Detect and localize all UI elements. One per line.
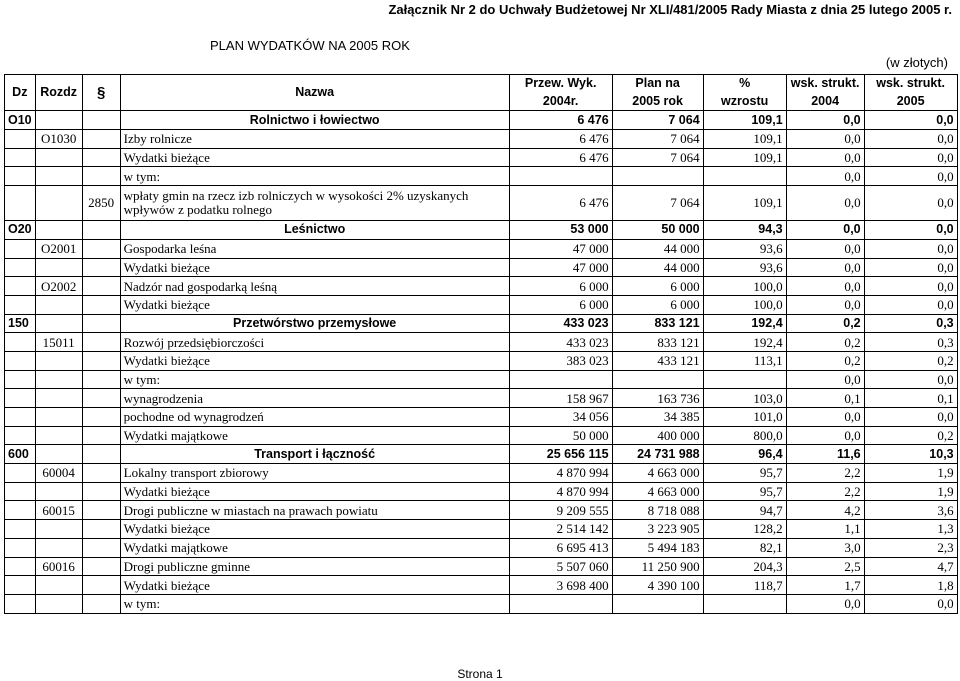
cell-name: Rolnictwo i łowiectwo — [120, 111, 509, 130]
cell-name: w tym: — [120, 167, 509, 186]
unit-note: (w złotych) — [885, 55, 948, 70]
cell-ws2004: 0,0 — [786, 408, 864, 427]
cell-paragraph — [82, 408, 120, 427]
cell-ws2004: 0,0 — [786, 167, 864, 186]
cell-rozdz — [35, 314, 82, 333]
cell-paragraph — [82, 557, 120, 576]
cell-ws2005: 0,0 — [864, 408, 957, 427]
cell-ws2005: 4,7 — [864, 557, 957, 576]
cell-dz — [5, 538, 36, 557]
cell-przew: 6 476 — [509, 111, 612, 130]
cell-plan — [612, 167, 703, 186]
cell-paragraph — [82, 258, 120, 277]
cell-ws2005: 1,9 — [864, 482, 957, 501]
cell-dz — [5, 557, 36, 576]
cell-dz — [5, 148, 36, 167]
cell-paragraph — [82, 295, 120, 314]
cell-paragraph — [82, 167, 120, 186]
cell-rozdz — [35, 167, 82, 186]
cell-name: Wydatki bieżące — [120, 258, 509, 277]
cell-dz — [5, 594, 36, 613]
cell-plan: 6 000 — [612, 295, 703, 314]
cell-name: Wydatki bieżące — [120, 148, 509, 167]
cell-ws2005: 3,6 — [864, 501, 957, 520]
cell-plan: 4 663 000 — [612, 464, 703, 483]
cell-przew: 6 476 — [509, 148, 612, 167]
cell-dz — [5, 576, 36, 595]
cell-pct: 93,6 — [703, 258, 786, 277]
col-dz: Dz — [5, 75, 36, 111]
cell-paragraph — [82, 426, 120, 445]
table-row — [5, 501, 958, 520]
cell-name: wpłaty gmin na rzecz izb rolniczych w wysokości 2% uzyskanych wpływów z podatku rolnego — [120, 186, 509, 221]
table-row — [5, 520, 958, 539]
cell-plan: 163 736 — [612, 389, 703, 408]
cell-plan: 44 000 — [612, 239, 703, 258]
cell-ws2004: 1,7 — [786, 576, 864, 595]
cell-ws2004: 0,0 — [786, 221, 864, 240]
cell-ws2005: 0,3 — [864, 314, 957, 333]
col-ws2005-line2: 2005 — [864, 93, 957, 111]
cell-ws2004: 0,0 — [786, 111, 864, 130]
cell-pct: 94,3 — [703, 221, 786, 240]
cell-ws2005: 0,2 — [864, 351, 957, 370]
cell-ws2005: 0,0 — [864, 167, 957, 186]
cell-przew — [509, 167, 612, 186]
section-row — [5, 314, 958, 333]
cell-ws2004: 0,0 — [786, 148, 864, 167]
table-row — [5, 295, 958, 314]
col-przew-line1: Przew. Wyk. — [509, 75, 612, 93]
cell-plan: 11 250 900 — [612, 557, 703, 576]
cell-ws2004: 0,2 — [786, 351, 864, 370]
cell-ws2005: 0,0 — [864, 594, 957, 613]
cell-przew: 433 023 — [509, 314, 612, 333]
cell-przew: 53 000 — [509, 221, 612, 240]
cell-paragraph — [82, 314, 120, 333]
cell-ws2004: 0,0 — [786, 295, 864, 314]
cell-ws2005: 2,3 — [864, 538, 957, 557]
cell-rozdz: O2001 — [35, 239, 82, 258]
cell-paragraph — [82, 464, 120, 483]
col-przew-line2: 2004r. — [509, 93, 612, 111]
cell-pct: 109,1 — [703, 111, 786, 130]
table-row — [5, 538, 958, 557]
col-pct-line2: wzrostu — [703, 93, 786, 111]
cell-pct: 128,2 — [703, 520, 786, 539]
cell-paragraph — [82, 445, 120, 464]
table-row — [5, 482, 958, 501]
cell-przew — [509, 370, 612, 389]
cell-pct: 93,6 — [703, 239, 786, 258]
section-row — [5, 445, 958, 464]
cell-plan: 3 223 905 — [612, 520, 703, 539]
cell-przew: 6 476 — [509, 130, 612, 149]
cell-rozdz — [35, 576, 82, 595]
cell-pct: 103,0 — [703, 389, 786, 408]
cell-pct: 192,4 — [703, 333, 786, 352]
col-pct-line1: % — [703, 75, 786, 93]
cell-dz — [5, 167, 36, 186]
cell-przew: 433 023 — [509, 333, 612, 352]
table-row — [5, 351, 958, 370]
cell-plan: 7 064 — [612, 111, 703, 130]
cell-ws2005: 0,0 — [864, 277, 957, 296]
cell-dz — [5, 186, 36, 221]
cell-dz — [5, 370, 36, 389]
cell-ws2004: 1,1 — [786, 520, 864, 539]
cell-name: Drogi publiczne gminne — [120, 557, 509, 576]
cell-pct: 800,0 — [703, 426, 786, 445]
cell-paragraph — [82, 370, 120, 389]
cell-przew: 6 000 — [509, 295, 612, 314]
cell-rozdz — [35, 408, 82, 427]
cell-name: w tym: — [120, 594, 509, 613]
cell-dz — [5, 239, 36, 258]
cell-ws2005: 0,0 — [864, 111, 957, 130]
cell-rozdz: 60004 — [35, 464, 82, 483]
cell-ws2004: 2,2 — [786, 464, 864, 483]
cell-name: Wydatki bieżące — [120, 520, 509, 539]
cell-rozdz — [35, 148, 82, 167]
cell-paragraph — [82, 148, 120, 167]
cell-plan: 833 121 — [612, 333, 703, 352]
cell-pct: 109,1 — [703, 130, 786, 149]
cell-przew: 3 698 400 — [509, 576, 612, 595]
cell-pct — [703, 370, 786, 389]
cell-pct: 100,0 — [703, 277, 786, 296]
col-plan-line2: 2005 rok — [612, 93, 703, 111]
cell-pct: 101,0 — [703, 408, 786, 427]
cell-przew: 6 695 413 — [509, 538, 612, 557]
cell-rozdz — [35, 111, 82, 130]
cell-rozdz — [35, 389, 82, 408]
cell-ws2004: 0,2 — [786, 333, 864, 352]
cell-pct: 109,1 — [703, 148, 786, 167]
cell-ws2004: 4,2 — [786, 501, 864, 520]
cell-przew: 25 656 115 — [509, 445, 612, 464]
section-row — [5, 221, 958, 240]
cell-rozdz — [35, 351, 82, 370]
cell-name: Wydatki bieżące — [120, 351, 509, 370]
cell-dz — [5, 408, 36, 427]
col-paragraph — [82, 75, 120, 111]
table-row — [5, 130, 958, 149]
cell-rozdz: O1030 — [35, 130, 82, 149]
cell-ws2004: 0,0 — [786, 594, 864, 613]
cell-pct: 204,3 — [703, 557, 786, 576]
table-row — [5, 186, 958, 221]
cell-paragraph — [82, 538, 120, 557]
cell-rozdz — [35, 445, 82, 464]
cell-dz — [5, 130, 36, 149]
cell-rozdz — [35, 594, 82, 613]
cell-ws2005: 0,0 — [864, 258, 957, 277]
cell-przew: 5 507 060 — [509, 557, 612, 576]
cell-name: Wydatki majątkowe — [120, 426, 509, 445]
cell-ws2005: 0,3 — [864, 333, 957, 352]
col-rozdz: Rozdz — [35, 75, 82, 111]
table-row — [5, 277, 958, 296]
cell-name: Wydatki bieżące — [120, 482, 509, 501]
cell-paragraph — [82, 389, 120, 408]
cell-rozdz — [35, 520, 82, 539]
cell-name: Wydatki bieżące — [120, 576, 509, 595]
cell-pct: 96,4 — [703, 445, 786, 464]
table-row — [5, 557, 958, 576]
cell-paragraph — [82, 520, 120, 539]
cell-plan: 4 663 000 — [612, 482, 703, 501]
cell-ws2005: 1,9 — [864, 464, 957, 483]
col-ws2004-line2: 2004 — [786, 93, 864, 111]
cell-przew: 158 967 — [509, 389, 612, 408]
table-body — [5, 111, 958, 613]
cell-dz — [5, 295, 36, 314]
cell-dz: 600 — [5, 445, 36, 464]
cell-pct: 118,7 — [703, 576, 786, 595]
cell-plan: 433 121 — [612, 351, 703, 370]
table-row — [5, 370, 958, 389]
cell-dz — [5, 464, 36, 483]
cell-ws2005: 0,0 — [864, 295, 957, 314]
cell-ws2004: 0,1 — [786, 389, 864, 408]
cell-ws2005: 0,2 — [864, 426, 957, 445]
cell-paragraph — [82, 351, 120, 370]
table-row — [5, 426, 958, 445]
cell-przew: 47 000 — [509, 258, 612, 277]
cell-plan: 44 000 — [612, 258, 703, 277]
cell-dz — [5, 333, 36, 352]
cell-pct: 94,7 — [703, 501, 786, 520]
page-number: Strona 1 — [457, 667, 503, 681]
col-plan-line1: Plan na — [612, 75, 703, 93]
table-row — [5, 408, 958, 427]
cell-ws2004: 2,2 — [786, 482, 864, 501]
table-row — [5, 258, 958, 277]
cell-rozdz — [35, 538, 82, 557]
cell-pct — [703, 594, 786, 613]
cell-plan: 4 390 100 — [612, 576, 703, 595]
cell-ws2005: 0,0 — [864, 370, 957, 389]
cell-paragraph — [82, 130, 120, 149]
attachment-header: Załącznik Nr 2 do Uchwały Budżetowej Nr XLI/481/2005 Rady Miasta z dnia 25 lutego 2005 r. — [388, 2, 952, 17]
cell-przew: 6 476 — [509, 186, 612, 221]
cell-pct: 192,4 — [703, 314, 786, 333]
cell-pct: 109,1 — [703, 186, 786, 221]
table-row — [5, 389, 958, 408]
cell-plan: 7 064 — [612, 148, 703, 167]
cell-ws2004: 11,6 — [786, 445, 864, 464]
cell-paragraph — [82, 482, 120, 501]
cell-przew: 4 870 994 — [509, 482, 612, 501]
cell-dz — [5, 389, 36, 408]
cell-ws2004: 2,5 — [786, 557, 864, 576]
cell-dz — [5, 501, 36, 520]
cell-plan: 7 064 — [612, 186, 703, 221]
cell-ws2005: 0,0 — [864, 221, 957, 240]
col-nazwa: Nazwa — [120, 75, 509, 111]
cell-ws2005: 10,3 — [864, 445, 957, 464]
cell-dz — [5, 520, 36, 539]
cell-przew: 50 000 — [509, 426, 612, 445]
cell-name: w tym: — [120, 370, 509, 389]
cell-rozdz: 60015 — [35, 501, 82, 520]
cell-plan: 50 000 — [612, 221, 703, 240]
cell-plan: 7 064 — [612, 130, 703, 149]
cell-paragraph: 2850 — [82, 186, 120, 221]
cell-rozdz: O2002 — [35, 277, 82, 296]
cell-rozdz — [35, 295, 82, 314]
cell-ws2005: 0,0 — [864, 239, 957, 258]
cell-ws2005: 1,3 — [864, 520, 957, 539]
plan-title: PLAN WYDATKÓW NA 2005 ROK — [210, 38, 410, 53]
cell-name: Leśnictwo — [120, 221, 509, 240]
paragraph-symbol: § — [96, 83, 106, 101]
table-row — [5, 333, 958, 352]
table-row — [5, 239, 958, 258]
cell-ws2004: 0,0 — [786, 186, 864, 221]
cell-name: Rozwój przedsiębiorczości — [120, 333, 509, 352]
cell-plan: 5 494 183 — [612, 538, 703, 557]
cell-dz: O10 — [5, 111, 36, 130]
cell-przew: 6 000 — [509, 277, 612, 296]
cell-przew: 383 023 — [509, 351, 612, 370]
col-ws2005-line1: wsk. strukt. — [864, 75, 957, 93]
table-row — [5, 576, 958, 595]
cell-plan — [612, 370, 703, 389]
cell-plan — [612, 594, 703, 613]
cell-dz — [5, 351, 36, 370]
cell-ws2004: 0,0 — [786, 370, 864, 389]
cell-rozdz: 15011 — [35, 333, 82, 352]
cell-ws2005: 0,0 — [864, 130, 957, 149]
section-row — [5, 111, 958, 130]
cell-paragraph — [82, 111, 120, 130]
cell-przew: 47 000 — [509, 239, 612, 258]
cell-pct: 95,7 — [703, 482, 786, 501]
cell-name: Lokalny transport zbiorowy — [120, 464, 509, 483]
table-row — [5, 594, 958, 613]
cell-name: Wydatki majątkowe — [120, 538, 509, 557]
cell-ws2005: 0,1 — [864, 389, 957, 408]
cell-rozdz — [35, 186, 82, 221]
cell-pct — [703, 167, 786, 186]
cell-rozdz — [35, 221, 82, 240]
cell-dz — [5, 482, 36, 501]
cell-plan: 8 718 088 — [612, 501, 703, 520]
cell-ws2005: 0,0 — [864, 186, 957, 221]
cell-paragraph — [82, 277, 120, 296]
cell-name: Gospodarka leśna — [120, 239, 509, 258]
cell-dz — [5, 258, 36, 277]
cell-dz — [5, 277, 36, 296]
cell-przew — [509, 594, 612, 613]
cell-plan: 24 731 988 — [612, 445, 703, 464]
cell-ws2004: 0,0 — [786, 239, 864, 258]
cell-ws2004: 0,0 — [786, 426, 864, 445]
cell-pct: 82,1 — [703, 538, 786, 557]
col-ws2004-line1: wsk. strukt. — [786, 75, 864, 93]
cell-name: wynagrodzenia — [120, 389, 509, 408]
table-header — [5, 75, 958, 111]
cell-paragraph — [82, 221, 120, 240]
cell-pct: 95,7 — [703, 464, 786, 483]
table-row — [5, 464, 958, 483]
cell-ws2004: 0,0 — [786, 258, 864, 277]
cell-przew: 2 514 142 — [509, 520, 612, 539]
cell-paragraph — [82, 239, 120, 258]
table-row — [5, 148, 958, 167]
cell-name: Izby rolnicze — [120, 130, 509, 149]
cell-ws2004: 0,0 — [786, 277, 864, 296]
cell-pct: 100,0 — [703, 295, 786, 314]
cell-plan: 34 385 — [612, 408, 703, 427]
cell-name: pochodne od wynagrodzeń — [120, 408, 509, 427]
budget-table — [4, 74, 958, 614]
cell-name: Nadzór nad gospodarką leśną — [120, 277, 509, 296]
cell-plan: 400 000 — [612, 426, 703, 445]
cell-rozdz — [35, 426, 82, 445]
cell-name: Wydatki bieżące — [120, 295, 509, 314]
cell-dz: O20 — [5, 221, 36, 240]
cell-ws2004: 0,0 — [786, 130, 864, 149]
cell-dz — [5, 426, 36, 445]
cell-rozdz — [35, 258, 82, 277]
table-row — [5, 167, 958, 186]
cell-ws2004: 0,2 — [786, 314, 864, 333]
cell-paragraph — [82, 333, 120, 352]
cell-name: Transport i łączność — [120, 445, 509, 464]
cell-ws2005: 1,8 — [864, 576, 957, 595]
cell-paragraph — [82, 594, 120, 613]
cell-rozdz: 60016 — [35, 557, 82, 576]
cell-pct: 113,1 — [703, 351, 786, 370]
cell-ws2005: 0,0 — [864, 148, 957, 167]
cell-ws2004: 3,0 — [786, 538, 864, 557]
cell-paragraph — [82, 576, 120, 595]
cell-przew: 9 209 555 — [509, 501, 612, 520]
cell-dz: 150 — [5, 314, 36, 333]
cell-name: Drogi publiczne w miastach na prawach powiatu — [120, 501, 509, 520]
cell-name: Przetwórstwo przemysłowe — [120, 314, 509, 333]
cell-plan: 833 121 — [612, 314, 703, 333]
cell-przew: 4 870 994 — [509, 464, 612, 483]
cell-plan: 6 000 — [612, 277, 703, 296]
cell-paragraph — [82, 501, 120, 520]
cell-rozdz — [35, 370, 82, 389]
cell-przew: 34 056 — [509, 408, 612, 427]
cell-rozdz — [35, 482, 82, 501]
